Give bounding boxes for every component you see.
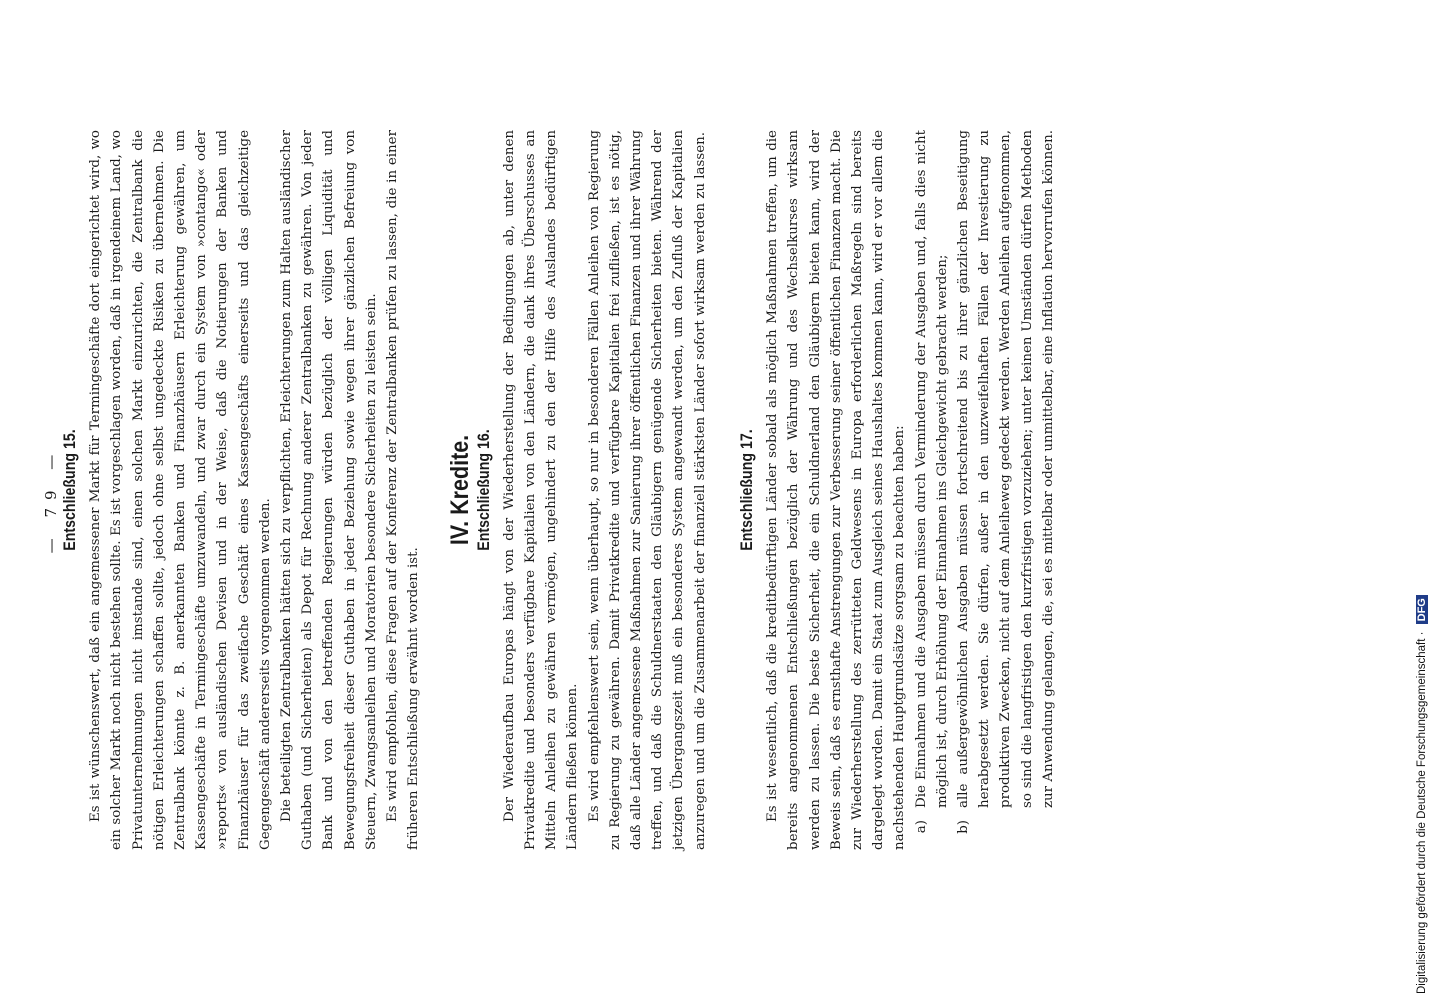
digitization-credit-text: Digitalisierung gefördert durch die Deutsche Forschungsgemeinschaft · <box>1416 628 1428 994</box>
dfg-logo: DFG <box>1416 595 1428 624</box>
list-item <box>911 130 953 850</box>
resolution-15 <box>60 130 424 850</box>
digitization-credit <box>1416 595 1428 994</box>
resolution-16-paragraph: Der Wiederaufbau Europas hängt von der Wiederherstellung der Bedingungen ab, unter denen Privatkredite und besonders verfügbare Kapitalien von den Ländern, die dank ihres Überschusses an Mitteln Anleihen zu gewähren vermögen, ungehindert zu den der Hilfe des Auslandes bedürftigen Ländern fließen können. <box>501 130 581 850</box>
list-item-label: a) <box>913 820 929 834</box>
resolution-15-heading: Entschließung 15. <box>61 429 79 551</box>
resolution-15-paragraph: Die beteiligten Zentralbanken hätten sich zu verpflichten, Erleichterungen zum Halten ausländischer Guthaben (und Sicherheiten) als Depot für Rechnung anderer Zentralbanken zu gewähren. Von jeder Bank und von den betreffenden Regierungen würden bezüglich der völligen Liquidität und Bewegungsfreiheit dieser Guthaben in jeder Beziehung sowie wegen ihrer gänzlichen Befreiung von Steuern, Zwangsanleihen und Moratorien besondere Sicherheiten zu leisten sein. <box>279 130 379 850</box>
list-item-text: alle außergewöhnlichen Ausgaben müssen fortschreitend bis zu ihrer gänzlichen Beseitigung herabgesetzt werden. Sie dürfen, außer in den unzweifelhaften Fällen der Investierung zu produktiven Zwecken, nicht auf dem Anleiheweg gedeckt werden. Werden Anleihen aufgenommen, so sind die langfristigen den kurzfristigen vorzuziehen; unter keinen Umständen dürfen Methoden zur Anwendung gelangen, die, sei es mittelbar oder unmittelbar, eine Inflation hervorrufen können. <box>955 129 1056 808</box>
resolution-15-paragraph: Es wird empfohlen, diese Fragen auf der Konferenz der Zentralbanken prüfen zu lassen, die in einer früheren Entschließung erwähnt worden ist. <box>385 130 422 850</box>
list-item <box>953 130 1059 850</box>
page-number: — 79 — <box>42 446 60 554</box>
resolution-17-paragraph: Es ist wesentlich, daß die kreditbedürftigen Länder sobald als möglich Maßnahmen treffen, um die bereits angenommenen Entschließungen bezüglich der Währung und des Wechselkurses wirksam werden zu lassen. Die beste Sicherheit, die ein Schuldnerland den Gläubigern bieten kann, wird der Beweis sein, daß es ernsthafte Anstrengungen zur Verbesserung seiner öffentlichen Finanzen macht. Die zur Wiederherstellung des zerrütteten Geldwesens in Europa erforderlichen Maßregeln sind bereits dargelegt worden. Damit ein Staat zum Ausgleich seines Haushaltes kommen kann, wird er vor allem die nachstehenden Hauptgrundsätze sorgsam zu beachten haben: <box>765 130 908 850</box>
list-item-label: b) <box>955 820 971 834</box>
list-item-text: Die Einnahmen und die Ausgaben müssen durch Verminderung der Ausgaben und, falls dies nicht möglich ist, durch Erhöhung der Einnahmen ins Gleichgewicht gebracht werden; <box>913 130 950 808</box>
resolution-15-paragraph: Es ist wünschenswert, daß ein angemessener Markt für Termingeschäfte dort eingerichtet wird, wo ein solcher Markt noch nicht bestehen sollte. Es ist vorgeschlagen worden, daß in irgendeinem Land, wo Privatunternehmungen nicht imstande sind, einen solchen Markt einzurichten, die Zentralbank die nötigen Erleichterungen schaffen sollte, jedoch ohne selbst ungedeckte Risiken zu übernehmen. Die Zentralbank könnte z. B. anerkannten Banken und Finanzhäusern Erleichterung gewähren, um Kassengeschäfte in Termingeschäfte umzuwandeln, und zwar durch ein System von »contango« oder »reports« von ausländischen Devisen und in der Weise, daß die Notierungen der Banken und Finanzhäuser für das zweifache Geschäft eines Kassengeschäfts einerseits und das gleichzeitige Gegengeschäft andererseits vorgenommen werden. <box>88 130 273 850</box>
resolution-16-paragraph: Es wird empfehlenswert sein, wenn überhaupt, so nur in besonderen Fällen Anleihen von Regierung zu Regierung zu gewähren. Damit Privatkredite und verfügbare Kapitalien frei zufließen, ist es nötig, daß alle Länder angemessene Maßnahmen zur Sanierung ihrer öffentlichen Finanzen und ihrer Währung treffen, und daß die Schuldnerstaaten den Gläubigern genügende Sicherheiten bieten. Während der jetzigen Übergangszeit muß ein besonderes System angewandt werden, um den Zufluß der Kapitalien anzuregen und um die Zusammenarbeit der finanziell stärksten Länder sofort wirksam werden zu lassen. <box>586 130 708 850</box>
resolution-16-heading: Entschließung 16. <box>474 429 493 551</box>
resolution-17-heading: Entschließung 17. <box>737 429 756 551</box>
resolution-17 <box>737 130 1059 850</box>
page-content <box>60 130 1085 850</box>
chapter-title: IV. Kredite. <box>446 434 475 546</box>
resolution-16 <box>474 130 711 850</box>
